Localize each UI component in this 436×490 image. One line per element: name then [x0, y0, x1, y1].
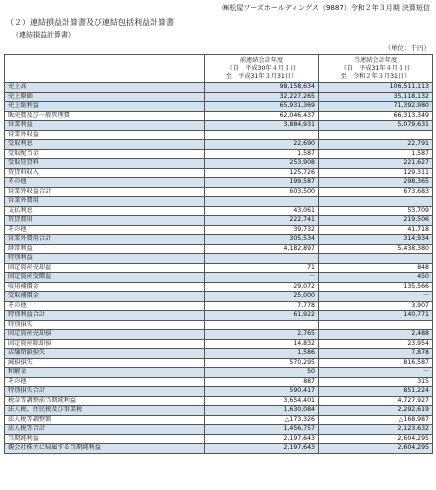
curr-year-value: 673,683 — [319, 187, 433, 197]
table-row — [5, 311, 433, 321]
prev-year-value: △173,326 — [205, 415, 319, 425]
table-row — [5, 415, 433, 425]
curr-year-value: 53,709 — [319, 206, 433, 216]
prev-year-value: 603,500 — [205, 187, 319, 197]
prev-year-value: 2,765 — [205, 330, 319, 340]
row-label: 特別利益合計 — [5, 311, 205, 321]
table-row — [5, 377, 433, 387]
prev-year-value: 2,197,643 — [205, 434, 319, 444]
table-row — [5, 244, 433, 254]
prev-year-value: 98,158,634 — [205, 83, 319, 93]
row-label: 営業外費用合計 — [5, 235, 205, 245]
row-label: 売上高 — [5, 83, 205, 93]
prev-year-value: 570,295 — [205, 358, 319, 368]
table-row — [5, 263, 433, 273]
prev-year-value: 305,534 — [205, 235, 319, 245]
prev-year-to: 至 平成31年３月31日） — [225, 72, 298, 80]
row-label: 収用補償金 — [5, 282, 205, 292]
curr-year-value: 41,718 — [319, 225, 433, 235]
prev-year-value: 29,072 — [205, 282, 319, 292]
table-row — [5, 254, 433, 264]
prev-year-value: 590,417 — [205, 387, 319, 397]
table-header-row — [5, 55, 433, 83]
curr-year-value: 450 — [319, 273, 433, 283]
row-label: 税金等調整前当期純利益 — [5, 396, 205, 406]
curr-year-value: 2,604,295 — [319, 444, 433, 454]
prev-year-value: 43,061 — [205, 206, 319, 216]
prev-year-value — [205, 320, 319, 330]
prev-year-value: 2,197,643 — [205, 444, 319, 454]
row-label: 支払利息 — [5, 206, 205, 216]
curr-year-value: 135,566 — [319, 282, 433, 292]
prev-year-value — [205, 130, 319, 140]
row-label: 固定資産売却損 — [5, 330, 205, 340]
curr-year-value: 5,438,380 — [319, 244, 433, 254]
prev-year-value: 222,741 — [205, 216, 319, 226]
curr-year-title: 当連結会計年度 — [353, 56, 398, 64]
prev-year-value: 65,931,369 — [205, 102, 319, 112]
table-row — [5, 444, 433, 454]
row-label: 特別損失合計 — [5, 387, 205, 397]
prev-year-value: 39,732 — [205, 225, 319, 235]
row-label: 特別損失 — [5, 320, 205, 330]
prev-year-value: 1,630,084 — [205, 406, 319, 416]
prev-year-value: 61,922 — [205, 311, 319, 321]
row-label: 和解金 — [5, 368, 205, 378]
table-row — [5, 273, 433, 283]
curr-year-value: 848 — [319, 263, 433, 273]
table-row — [5, 187, 433, 197]
curr-year-value: 2,123,632 — [319, 425, 433, 435]
curr-year-value — [319, 130, 433, 140]
prev-year-value: 887 — [205, 377, 319, 387]
table-row — [5, 102, 433, 112]
row-label: 固定資産売却益 — [5, 263, 205, 273]
table-row — [5, 339, 433, 349]
curr-year-value: 221,627 — [319, 159, 433, 169]
curr-year-value — [319, 254, 433, 264]
curr-year-value: 71,392,980 — [319, 102, 433, 112]
row-label: その他 — [5, 377, 205, 387]
curr-year-header — [319, 55, 433, 83]
curr-year-value: 219,506 — [319, 216, 433, 226]
table-row — [5, 168, 433, 178]
income-statement-table — [4, 54, 433, 454]
table-row — [5, 235, 433, 245]
prev-year-value — [205, 197, 319, 207]
prev-year-value: 3,884,931 — [205, 121, 319, 131]
table-row — [5, 149, 433, 159]
table-row — [5, 121, 433, 131]
curr-year-value: 23,954 — [319, 339, 433, 349]
table-row — [5, 225, 433, 235]
table-row — [5, 387, 433, 397]
table-row — [5, 425, 433, 435]
curr-year-from: （自 平成31年４月１日 — [340, 64, 411, 72]
table-row — [5, 206, 433, 216]
label-column-header — [5, 55, 205, 83]
table-row — [5, 178, 433, 188]
curr-year-value: 298,365 — [319, 178, 433, 188]
curr-year-to: 至 令和２年３月31日） — [340, 72, 411, 80]
table-row — [5, 301, 433, 311]
row-label: 法人税等合計 — [5, 425, 205, 435]
table-row — [5, 197, 433, 207]
prev-year-value: 125,726 — [205, 168, 319, 178]
prev-year-value: 7,778 — [205, 301, 319, 311]
row-label: 営業外収益 — [5, 130, 205, 140]
unit-label: （単位：千円） — [384, 44, 430, 52]
table-row — [5, 292, 433, 302]
prev-year-value: 22,690 — [205, 140, 319, 150]
row-label: 営業外費用 — [5, 197, 205, 207]
curr-year-value: 314,934 — [319, 235, 433, 245]
curr-year-value — [319, 197, 433, 207]
curr-year-value: 2,488 — [319, 330, 433, 340]
curr-year-value: 3,907 — [319, 301, 433, 311]
curr-year-value: － — [319, 368, 433, 378]
curr-year-value: 7,878 — [319, 349, 433, 359]
prev-year-value: 1,586 — [205, 349, 319, 359]
table-body — [5, 83, 433, 454]
row-label: その他 — [5, 178, 205, 188]
row-label: 法人税、住民税及び事業税 — [5, 406, 205, 416]
prev-year-value: 32,227,265 — [205, 92, 319, 102]
table-row — [5, 406, 433, 416]
prev-year-value: 71 — [205, 263, 319, 273]
prev-year-value: － — [205, 273, 319, 283]
curr-year-value — [319, 320, 433, 330]
row-label: 受取配当金 — [5, 149, 205, 159]
table-row — [5, 434, 433, 444]
prev-year-value: 1,587 — [205, 149, 319, 159]
row-label: 営業利益 — [5, 121, 205, 131]
curr-year-value: 106,511,113 — [319, 83, 433, 93]
table-row — [5, 130, 433, 140]
row-label: 賃貸費用 — [5, 216, 205, 226]
row-label: 売上原価 — [5, 92, 205, 102]
prev-year-value: 50 — [205, 368, 319, 378]
section-title: （２）連結損益計算書及び連結包括利益計算書 — [6, 18, 174, 27]
prev-year-value: 3,654,401 — [205, 396, 319, 406]
prev-year-from: （自 平成30年４月１日 — [226, 64, 297, 72]
curr-year-value: 1,587 — [319, 149, 433, 159]
prev-year-value: 62,046,437 — [205, 111, 319, 121]
prev-year-title: 前連結会計年度 — [239, 56, 284, 64]
curr-year-value: 4,727,927 — [319, 396, 433, 406]
curr-year-value: 129,311 — [319, 168, 433, 178]
row-label: 固定資産受贈益 — [5, 273, 205, 283]
row-label: 特別利益 — [5, 254, 205, 264]
table-row — [5, 396, 433, 406]
curr-year-value: 140,771 — [319, 311, 433, 321]
curr-year-value: 22,791 — [319, 140, 433, 150]
row-label: 受取賃貸料 — [5, 159, 205, 169]
table-row — [5, 330, 433, 340]
row-label: 当期純利益 — [5, 434, 205, 444]
row-label: 固定資産除却損 — [5, 339, 205, 349]
row-label: その他 — [5, 301, 205, 311]
prev-year-value: 25,000 — [205, 292, 319, 302]
table-row — [5, 111, 433, 121]
table-row — [5, 140, 433, 150]
table-row — [5, 320, 433, 330]
row-label: 販売費及び一般管理費 — [5, 111, 205, 121]
curr-year-value: 2,292,619 — [319, 406, 433, 416]
row-label: 経常利益 — [5, 244, 205, 254]
prev-year-value: 199,587 — [205, 178, 319, 188]
curr-year-value: 2,604,295 — [319, 434, 433, 444]
row-label: 受取利息 — [5, 140, 205, 150]
statement-subtitle: （連結損益計算書） — [12, 31, 75, 39]
table-row — [5, 216, 433, 226]
table-row — [5, 368, 433, 378]
row-label: 店舗閉鎖損失 — [5, 349, 205, 359]
curr-year-value: 816,587 — [319, 358, 433, 368]
table-row — [5, 358, 433, 368]
table-row — [5, 282, 433, 292]
row-label: 親会社株主に帰属する当期純利益 — [5, 444, 205, 454]
table-row — [5, 92, 433, 102]
prev-year-value: 4,182,897 — [205, 244, 319, 254]
row-label: 受取補償金 — [5, 292, 205, 302]
row-label: 法人税等調整額 — [5, 415, 205, 425]
prev-year-value — [205, 254, 319, 264]
prev-year-value: 1,456,757 — [205, 425, 319, 435]
prev-year-value: 253,908 — [205, 159, 319, 169]
row-label: 賃貸料収入 — [5, 168, 205, 178]
curr-year-value: － — [319, 292, 433, 302]
curr-year-value: 851,224 — [319, 387, 433, 397]
curr-year-value: 315 — [319, 377, 433, 387]
row-label: 売上総利益 — [5, 102, 205, 112]
table-row — [5, 159, 433, 169]
curr-year-value: 66,313,349 — [319, 111, 433, 121]
curr-year-value: △168,987 — [319, 415, 433, 425]
row-label: 減損損失 — [5, 358, 205, 368]
prev-year-value: 14,832 — [205, 339, 319, 349]
row-label: その他 — [5, 225, 205, 235]
company-header: ㈱松屋フーズホールディングス（9887）令和２年３月期 決算短信 — [222, 4, 430, 12]
table-row — [5, 349, 433, 359]
row-label: 営業外収益合計 — [5, 187, 205, 197]
prev-year-header — [205, 55, 319, 83]
table-row — [5, 83, 433, 93]
curr-year-value: 35,118,132 — [319, 92, 433, 102]
curr-year-value: 5,079,631 — [319, 121, 433, 131]
